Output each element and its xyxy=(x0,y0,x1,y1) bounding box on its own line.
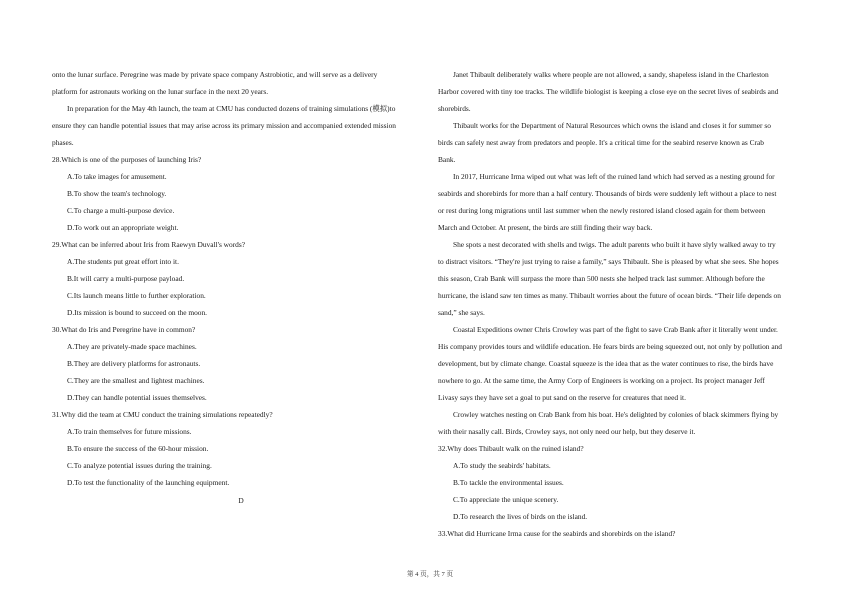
answer-option: B.To tackle the environmental issues. xyxy=(453,478,564,487)
page-footer: 第 4 页，共 7 页 xyxy=(406,571,454,578)
passage-line: Crowley watches nesting on Crab Bank from his boat. He's delighted by colonies of black skimmers flying by xyxy=(453,410,779,419)
passage-line: sand,” she says. xyxy=(438,308,485,317)
passage-line: nowhere to go. At the same time, the Army Corp of Engineers is working on a project. Its project manager Jeff xyxy=(438,376,765,385)
passage-line: birds can safely nest away from predators and people. It's a critical time for the seabird reserve known as Crab xyxy=(438,138,764,147)
passage-line: onto the lunar surface. Peregrine was made by private space company Astrobiotic, and will serve as a delivery xyxy=(52,70,378,79)
passage-line: Coastal Expeditions owner Chris Crowley was part of the fight to save Crab Bank after it literally went under. xyxy=(453,325,778,334)
answer-option: C.Its launch means little to further exploration. xyxy=(67,291,206,300)
answer-option: C.They are the smallest and lightest machines. xyxy=(67,376,205,385)
passage-line: She spots a nest decorated with shells and twigs. The adult parents who built it have slyly walked away to try xyxy=(453,240,776,249)
passage-line: to distract visitors. “They're just trying to raise a family,” says Thibault. She is pleased by what she sees. She hopes xyxy=(438,257,779,266)
answer-option: D.To work out an appropriate weight. xyxy=(67,223,179,232)
answer-option: B.To ensure the success of the 60-hour mission. xyxy=(67,444,209,453)
passage-line: seabirds and shorebirds for more than a half century. Thousands of birds were suddenly left without a place to nest xyxy=(438,189,777,198)
question-stem: 32.Why does Thibault walk on the ruined island? xyxy=(438,444,584,453)
right-column xyxy=(438,66,809,542)
passage-line: Livasy says they have set a goal to put sand on the reserve for creatures that need it. xyxy=(438,393,686,402)
answer-option: B.It will carry a multi-purpose payload. xyxy=(67,274,185,283)
passage-line: shorebirds. xyxy=(438,104,471,113)
answer-key: D xyxy=(238,496,244,505)
passage-line: Janet Thibault deliberately walks where people are not allowed, a sandy, shapeless island in the Charleston xyxy=(453,70,769,79)
passage-line: Harbor covered with tiny toe tracks. The wildlife biologist is keeping a close eye on the secret lives of seabirds and xyxy=(438,87,779,96)
passage-line: this season, Crab Bank will surpass the more than 500 nests she helped track last summer. Although before the xyxy=(438,274,765,283)
answer-option: A.To take images for amusement. xyxy=(67,172,167,181)
passage-line: His company provides tours and wildlife education. He fears birds are being squeezed out, not only by pollution and xyxy=(438,342,782,351)
question-stem: 33.What did Hurricane Irma cause for the seabirds and shorebirds on the island? xyxy=(438,529,676,538)
passage-line: In 2017, Hurricane Irma wiped out what was left of the ruined land which had served as a nesting ground for xyxy=(453,172,775,181)
passage-line: hurricane, the island saw ten times as many. Thibault worries about the future of ocean birds. “Their life depends on xyxy=(438,291,781,300)
answer-option: B.They are delivery platforms for astronauts. xyxy=(67,359,201,368)
answer-option: A.The students put great effort into it. xyxy=(67,257,179,266)
passage-line: phases. xyxy=(52,138,74,147)
passage-line: platform for astronauts working on the lunar surface in the next 20 years. xyxy=(52,87,269,96)
answer-option: D.To research the lives of birds on the island. xyxy=(453,512,588,521)
question-stem: 28.Which is one of the purposes of launching Iris? xyxy=(52,155,202,164)
passage-line: ensure they can handle potential issues that may arise across its primary mission and accompanied extended mission xyxy=(52,121,396,130)
answer-option: D.They can handle potential issues themselves. xyxy=(67,393,207,402)
passage-line: or rest during long migrations until last summer when the newly restored island closed again for them between xyxy=(438,206,766,215)
passage-line: Thibault works for the Department of Natural Resources which owns the island and closes it for summer so xyxy=(453,121,771,130)
passage-line: Bank. xyxy=(438,155,456,164)
answer-option: C.To analyze potential issues during the training. xyxy=(67,461,212,470)
question-stem: 30.What do Iris and Peregrine have in common? xyxy=(52,325,196,334)
answer-option: D.To test the functionality of the launching equipment. xyxy=(67,478,230,487)
answer-option: A.They are privately-made space machines. xyxy=(67,342,197,351)
passage-line: with their nasally call. Birds, Crowley says, not only need our help, but they deserve it. xyxy=(438,427,696,436)
answer-option: A.To train themselves for future missions. xyxy=(67,427,192,436)
answer-option: D.Its mission is bound to succeed on the moon. xyxy=(67,308,207,317)
answer-option: C.To appreciate the unique scenery. xyxy=(453,495,559,504)
passage-line: development, but by climate change. Coastal squeeze is the idea that as the water continues to rise, the birds have xyxy=(438,359,774,368)
answer-option: C.To charge a multi-purpose device. xyxy=(67,206,175,215)
answer-option: B.To show the team's technology. xyxy=(67,189,167,198)
question-stem: 29.What can be inferred about Iris from Raewyn Duvall's words? xyxy=(52,240,246,249)
left-column xyxy=(52,66,424,509)
question-stem: 31.Why did the team at CMU conduct the training simulations repeatedly? xyxy=(52,410,273,419)
passage-line: March and October. At present, the birds are still finding their way back. xyxy=(438,223,653,232)
passage-line: In preparation for the May 4th launch, the team at CMU has conducted dozens of training simulations (模拟)to xyxy=(67,104,396,113)
answer-option: A.To study the seabirds' habitats. xyxy=(453,461,551,470)
